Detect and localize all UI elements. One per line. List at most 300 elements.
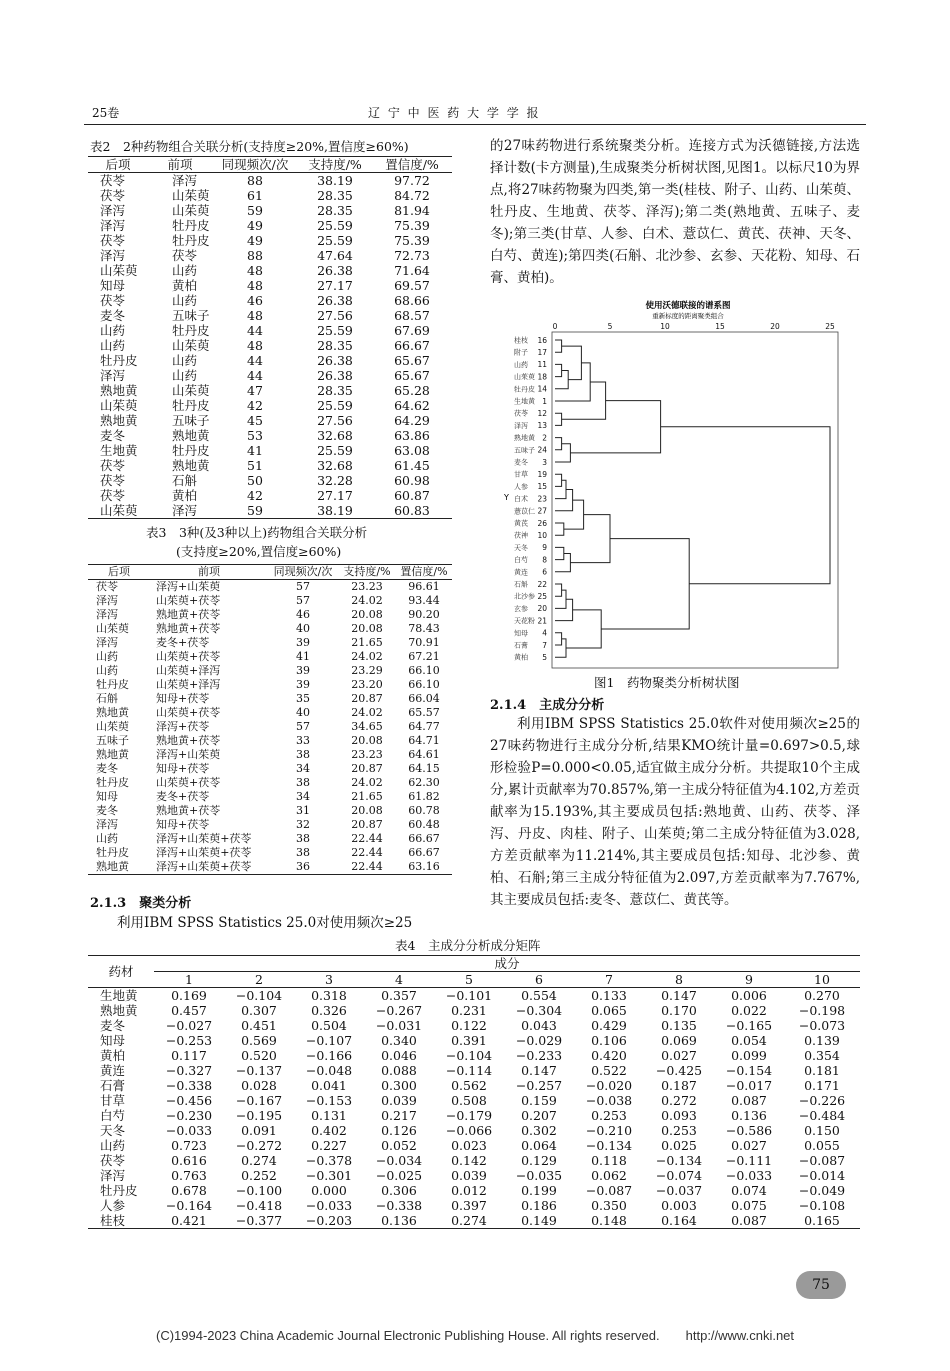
table-cell: 22.44: [351, 832, 383, 845]
table-cell: 75.39: [394, 233, 430, 248]
table2: [88, 156, 452, 519]
volume-label: 25卷: [92, 106, 120, 120]
table-cell: −0.101: [445, 988, 493, 1003]
table-cell: 0.227: [311, 1138, 347, 1153]
table-cell: 40: [296, 622, 310, 635]
table-cell: 黄柏: [100, 1048, 126, 1063]
table-cell: 20.87: [351, 692, 383, 705]
table-cell: 36: [296, 860, 310, 873]
table-cell: 0.217: [381, 1108, 417, 1123]
table-cell: 25.59: [317, 398, 353, 413]
table-cell: 泽泻: [96, 636, 118, 649]
dendrogram-link: [570, 515, 610, 563]
dendrogram-link: [570, 401, 660, 453]
table4-component-header: 5: [434, 972, 504, 988]
table-cell: 0.150: [804, 1123, 840, 1138]
table-row: [88, 1123, 860, 1138]
table-cell: −0.031: [375, 1018, 423, 1033]
table-cell: −0.033: [165, 1123, 213, 1138]
table-cell: 0.023: [451, 1138, 487, 1153]
table-cell: 生地黄: [100, 443, 138, 458]
table-cell: 泽泻: [172, 503, 198, 518]
table-cell: −0.210: [585, 1123, 633, 1138]
leaf-name: 甘草: [514, 470, 528, 479]
table-cell: 0.003: [661, 1198, 697, 1213]
table3: [88, 564, 452, 875]
table-cell: 五味子: [96, 734, 129, 747]
axis-tick-label: 25: [825, 322, 835, 331]
table-row: [88, 488, 452, 503]
leaf-id: 14: [537, 384, 547, 394]
table-cell: −0.037: [655, 1183, 703, 1198]
table-row: [88, 278, 452, 293]
table-cell: 64.77: [408, 720, 440, 733]
table-cell: −0.134: [585, 1138, 633, 1153]
table-cell: −0.167: [235, 1093, 283, 1108]
table-cell: 山药: [96, 664, 118, 677]
dendrogram-link: [555, 590, 566, 608]
table-cell: 66.10: [408, 678, 440, 691]
leaf-name: 熟地黄: [514, 434, 535, 443]
table-cell: 0.139: [804, 1033, 840, 1048]
table-cell: 茯苓: [100, 488, 126, 503]
table-cell: 0.027: [661, 1048, 697, 1063]
table-cell: 60.78: [408, 804, 440, 817]
table-cell: 88: [247, 173, 263, 188]
table-cell: 黄柏: [172, 488, 198, 503]
table-cell: 麦冬: [100, 1018, 126, 1033]
table-cell: 山茱萸: [172, 203, 210, 218]
table-cell: 0.022: [731, 1003, 767, 1018]
leaf-name: 生地黄: [514, 397, 535, 406]
table-row: [88, 860, 452, 875]
leaf-id: 12: [537, 409, 547, 418]
table-cell: 59: [247, 203, 263, 218]
table-cell: 茯苓: [100, 293, 126, 308]
table-cell: 60.87: [394, 488, 430, 503]
table-cell: 0.091: [241, 1123, 277, 1138]
table-cell: 28.35: [317, 188, 353, 203]
table-row: [88, 580, 452, 595]
table-cell: 0.274: [241, 1153, 277, 1168]
table-row: [88, 248, 452, 263]
table-cell: 黄连: [100, 1063, 126, 1078]
table-cell: 泽泻+山茱萸+茯苓: [156, 846, 252, 859]
table-cell: −0.153: [305, 1093, 353, 1108]
table-cell: 78.43: [408, 622, 440, 635]
table-row: [88, 1108, 860, 1123]
leaf-name: 五味子: [514, 446, 535, 455]
table-cell: 25.59: [317, 443, 353, 458]
table-cell: 45: [247, 413, 263, 428]
table-cell: 57: [296, 594, 310, 607]
leaf-id: 4: [542, 628, 547, 638]
table2-column-header: 同现频次/次: [212, 157, 298, 173]
table-cell: 64.61: [408, 748, 440, 761]
table-row: [88, 622, 452, 636]
table-cell: 0.562: [451, 1078, 487, 1093]
table-cell: 0.039: [381, 1093, 417, 1108]
table-cell: −0.267: [375, 1003, 423, 1018]
table-cell: 65.57: [408, 706, 440, 719]
y-axis-label: Y: [504, 493, 509, 502]
table-row: [88, 594, 452, 608]
table-cell: 65.67: [394, 368, 430, 383]
table-cell: −0.253: [165, 1033, 213, 1048]
table-cell: 0.099: [731, 1048, 767, 1063]
table-cell: 牡丹皮: [96, 776, 129, 789]
table-cell: 麦冬: [96, 804, 118, 817]
table-cell: −0.154: [725, 1063, 773, 1078]
leaf-name: 玄参: [514, 604, 528, 613]
table-cell: 0.149: [521, 1213, 557, 1228]
axis-tick-label: 15: [715, 322, 725, 331]
table-cell: 50: [247, 473, 263, 488]
table-cell: 22.44: [351, 860, 383, 873]
table-cell: 0.136: [381, 1213, 417, 1228]
table-cell: 0.252: [241, 1168, 277, 1183]
table-cell: 64.29: [394, 413, 430, 428]
table-cell: 山药: [100, 338, 126, 353]
table-cell: 34.65: [351, 720, 383, 733]
dendrogram-link: [555, 584, 562, 596]
table-cell: 0.006: [731, 988, 767, 1003]
table-cell: 牡丹皮: [100, 1183, 138, 1198]
leaf-id: 21: [537, 616, 547, 626]
table-cell: 石膏: [100, 1078, 126, 1093]
table-row: [88, 1213, 860, 1229]
table-cell: −0.456: [165, 1093, 213, 1108]
table-cell: 0.508: [451, 1093, 487, 1108]
header-rule: [84, 124, 866, 125]
leaf-name: 白术: [514, 495, 528, 504]
table-cell: 知母: [100, 1033, 126, 1048]
table-cell: 0.088: [381, 1063, 417, 1078]
table-cell: 23.23: [351, 748, 383, 761]
table4-group-header: 成分: [154, 956, 860, 972]
table-cell: 0.147: [661, 988, 697, 1003]
table-cell: 38: [296, 832, 310, 845]
table-row: [88, 398, 452, 413]
leaf-id: 18: [537, 372, 547, 382]
table-cell: 0.148: [591, 1213, 627, 1228]
table-cell: 0.522: [591, 1063, 627, 1078]
table-cell: 24.02: [351, 650, 383, 663]
table-row: [88, 503, 452, 519]
table-cell: 65.28: [394, 383, 430, 398]
table-cell: 32: [296, 818, 310, 831]
table-cell: −0.111: [725, 1153, 773, 1168]
leaf-id: 16: [537, 335, 547, 345]
table-cell: 20.87: [351, 818, 383, 831]
table-cell: 0.147: [521, 1063, 557, 1078]
table4-component-header: 4: [364, 972, 434, 988]
table-row: [88, 1003, 860, 1018]
table-cell: 泽泻: [100, 203, 126, 218]
table-row: [88, 748, 452, 762]
table-cell: 山茱萸+泽泻: [156, 664, 221, 677]
table-cell: 0.126: [381, 1123, 417, 1138]
table-cell: 0.457: [171, 1003, 207, 1018]
table-cell: −0.179: [445, 1108, 493, 1123]
table-cell: 64.15: [408, 762, 440, 775]
table-cell: 0.142: [451, 1153, 487, 1168]
leaf-name: 薏苡仁: [514, 507, 535, 516]
dendrogram-link: [555, 639, 566, 657]
table4-component-header: 9: [714, 972, 784, 988]
table-cell: 0.039: [451, 1168, 487, 1183]
table-row: [88, 762, 452, 776]
table-cell: 牡丹皮: [172, 443, 210, 458]
leaf-name: 附子: [514, 348, 528, 357]
table-row: [88, 706, 452, 720]
table-cell: −0.327: [165, 1063, 213, 1078]
table4-row-header: 药材: [88, 956, 154, 988]
table-cell: −0.114: [445, 1063, 493, 1078]
table-cell: 茯苓: [172, 248, 198, 263]
table-cell: 泽泻+山茱萸+茯苓: [156, 860, 252, 873]
table-cell: −0.033: [725, 1168, 773, 1183]
leaf-name: 天花粉: [514, 617, 535, 626]
table-cell: 0.136: [731, 1108, 767, 1123]
pca-text: 利用IBM SPSS Statistics 25.0软件对使用频次≥25的27味药物进行主成分分析,结果KMO统计量=0.697>0.5,球形检验P=0.000<0.05,适宜做主成分分析。共提取10个主成分,累计贡献率为70.857%,第一主成分特征值为4.102,方差贡献率为15.193%,其主要成员包括:熟地黄、山药、茯苓、泽泻、丹皮、肉桂、附子、山茱萸;第二主成分特征值为3.028,方差贡献率为11.214%,其主要成员包括:知母、北沙参、黄柏、石斛;第三主成分特征值为2.097,方差贡献率为7.767%,其主要成员包括:麦冬、薏苡仁、黄芪等。: [490, 716, 860, 908]
table-cell: 27.17: [317, 278, 353, 293]
table-row: [88, 650, 452, 664]
leaf-id: 7: [542, 640, 547, 650]
table-cell: 0.678: [171, 1183, 207, 1198]
table-cell: 熟地黄: [100, 1003, 138, 1018]
table-cell: −0.377: [235, 1213, 283, 1228]
table-cell: −0.134: [655, 1153, 703, 1168]
table-cell: 山茱萸+茯苓: [156, 776, 221, 789]
table-cell: −0.087: [798, 1153, 846, 1168]
table-cell: 泽泻: [96, 594, 118, 607]
table-cell: 0.117: [171, 1048, 207, 1063]
cluster-analysis-text: 的27味药物进行系统聚类分析。连接方式为沃德链接,方法选择计数(卡方测量),生成聚类分析树状图,见图1。以标尺10为界点,将27味药物聚为四类,第一类(桂枝、附子、山药、山茱萸、牡丹皮、生地黄、茯苓、泽泻);第二类(熟地黄、五味子、麦冬);第三类(甘草、人参、白术、薏苡仁、黄芪、茯神、天冬、白芍、黄连);第四类(石斛、北沙参、玄参、天花粉、知母、石膏、黄柏)。: [490, 138, 860, 286]
table-cell: 84.72: [394, 188, 430, 203]
table-cell: 熟地黄: [172, 428, 210, 443]
leaf-id: 3: [542, 457, 547, 467]
dendrogram-link: [555, 364, 562, 376]
table-cell: 71.64: [394, 263, 430, 278]
leaf-name: 人参: [514, 482, 528, 491]
table-cell: 24.02: [351, 594, 383, 607]
table-cell: 66.04: [408, 692, 440, 705]
table-cell: 牡丹皮: [172, 398, 210, 413]
table-row: [88, 804, 452, 818]
table-cell: 35: [296, 692, 310, 705]
table-cell: −0.484: [798, 1108, 846, 1123]
leaf-name: 知母: [514, 629, 528, 638]
table-cell: 0.133: [591, 988, 627, 1003]
table-cell: −0.104: [445, 1048, 493, 1063]
table-cell: 90.20: [408, 608, 440, 621]
leaf-name: 白芍: [514, 556, 528, 565]
table-cell: 山茱萸: [172, 188, 210, 203]
dendrogram-link: [555, 474, 562, 486]
table-cell: −0.074: [655, 1168, 703, 1183]
table-cell: 27.56: [317, 308, 353, 323]
table-cell: 泽泻+山茱萸: [156, 580, 221, 593]
dendrogram-link: [555, 480, 566, 498]
table-cell: 44: [247, 323, 263, 338]
table-cell: −0.034: [375, 1153, 423, 1168]
table-row: [88, 383, 452, 398]
table-row: [88, 218, 452, 233]
table-cell: 0.169: [171, 988, 207, 1003]
table-row: [88, 790, 452, 804]
table-cell: 0.041: [311, 1078, 347, 1093]
table-row: [88, 428, 452, 443]
table-cell: 0.429: [591, 1018, 627, 1033]
copyright-footer: (C)1994-2023 China Academic Journal Electronic Publishing House. All rights reserved. http://www.cnki.net: [155, 1328, 795, 1343]
table-cell: 0.065: [591, 1003, 627, 1018]
table-cell: 59: [247, 503, 263, 518]
table-cell: 熟地黄+茯苓: [156, 622, 221, 635]
table-cell: −0.017: [725, 1078, 773, 1093]
table-cell: 0.027: [731, 1138, 767, 1153]
leaf-id: 20: [537, 604, 547, 614]
table-cell: 0.270: [804, 988, 840, 1003]
table-cell: −0.029: [515, 1033, 563, 1048]
table-cell: 0.420: [591, 1048, 627, 1063]
table-cell: 66.67: [408, 832, 440, 845]
table-row: [88, 233, 452, 248]
table-cell: 麦冬: [100, 428, 126, 443]
table-row: [88, 1183, 860, 1198]
leaf-id: 15: [537, 482, 547, 492]
journal-title: 辽 宁 中 医 药 大 学 学 报: [368, 106, 541, 120]
table-cell: 38: [296, 776, 310, 789]
table-cell: 26.38: [317, 368, 353, 383]
table-cell: −0.165: [725, 1018, 773, 1033]
table-cell: 57: [296, 720, 310, 733]
table-cell: 67.69: [394, 323, 430, 338]
table-cell: 61.82: [408, 790, 440, 803]
table-cell: 山药: [96, 832, 118, 845]
table-cell: 山茱萸: [100, 503, 138, 518]
table-cell: 0.272: [661, 1093, 697, 1108]
table-cell: 24.02: [351, 706, 383, 719]
table-cell: 0.187: [661, 1078, 697, 1093]
leaf-name: 麦冬: [514, 458, 528, 467]
table-cell: 0.055: [804, 1138, 840, 1153]
table-cell: 0.186: [521, 1198, 557, 1213]
table-cell: −0.038: [585, 1093, 633, 1108]
table-cell: 63.86: [394, 428, 430, 443]
table-cell: 68.57: [394, 308, 430, 323]
table-cell: 28.35: [317, 203, 353, 218]
table-cell: 山茱萸: [100, 398, 138, 413]
table-cell: 知母+茯苓: [156, 818, 210, 831]
table-cell: 熟地黄: [96, 748, 129, 761]
table-cell: 五味子: [172, 413, 210, 428]
table-cell: 21.65: [351, 790, 383, 803]
table-cell: 0.421: [171, 1213, 207, 1228]
table-cell: 25.59: [317, 218, 353, 233]
table-cell: 0.569: [241, 1033, 277, 1048]
table-cell: 麦冬+茯苓: [156, 636, 210, 649]
table-cell: 0.159: [521, 1093, 557, 1108]
table-cell: 34: [296, 762, 310, 775]
table-cell: 0.165: [804, 1213, 840, 1228]
table-cell: 26.38: [317, 353, 353, 368]
table4-component-header: 2: [224, 972, 294, 988]
table-cell: 44: [247, 353, 263, 368]
table-cell: 牡丹皮: [172, 323, 210, 338]
table-cell: 知母+茯苓: [156, 762, 210, 775]
table-cell: 67.21: [408, 650, 440, 663]
table-cell: 0.199: [521, 1183, 557, 1198]
table-cell: 63.08: [394, 443, 430, 458]
table-cell: 0.052: [381, 1138, 417, 1153]
dendrogram-link: [601, 539, 689, 629]
table-cell: 46: [296, 608, 310, 621]
table-cell: 0.106: [591, 1033, 627, 1048]
page-number: 75: [796, 1271, 846, 1299]
table-cell: 牡丹皮: [172, 218, 210, 233]
table4-component-header: 1: [154, 972, 224, 988]
table-cell: 0.118: [591, 1153, 627, 1168]
table-cell: 0.318: [311, 988, 347, 1003]
table-cell: 泽泻: [100, 218, 126, 233]
leaf-id: 2: [542, 433, 547, 443]
table-cell: 25.59: [317, 323, 353, 338]
leaf-name: 黄柏: [514, 653, 528, 662]
table-cell: 泽泻: [96, 818, 118, 831]
table-cell: 31: [296, 804, 310, 817]
table-row: [88, 1168, 860, 1183]
table-cell: 熟地黄: [96, 706, 129, 719]
table-cell: 知母: [96, 790, 118, 803]
table-cell: 麦冬+茯苓: [156, 790, 210, 803]
table-cell: 0.062: [591, 1168, 627, 1183]
table-cell: 山茱萸: [172, 338, 210, 353]
table-cell: 27.17: [317, 488, 353, 503]
table-cell: 68.66: [394, 293, 430, 308]
table-cell: 46: [247, 293, 263, 308]
dendrogram-link: [555, 444, 570, 462]
table-cell: 0.054: [731, 1033, 767, 1048]
dendrogram-subtitle: 重新标度的距离聚类组合: [652, 312, 724, 320]
table-cell: 0.231: [451, 1003, 487, 1018]
table-cell: 38: [296, 846, 310, 859]
table-cell: −0.233: [515, 1048, 563, 1063]
table-cell: 20.08: [351, 622, 383, 635]
table-cell: 23.20: [351, 678, 383, 691]
table-cell: 泽泻: [100, 248, 126, 263]
table-cell: 28.35: [317, 383, 353, 398]
table-cell: 32.28: [317, 473, 353, 488]
table-cell: 60.98: [394, 473, 430, 488]
leaf-id: 23: [537, 494, 547, 504]
dendrogram-link: [564, 500, 584, 529]
table-cell: 牡丹皮: [100, 353, 138, 368]
table-cell: 牡丹皮: [172, 233, 210, 248]
leaf-name: 北沙参: [514, 592, 535, 601]
table-row: [88, 1198, 860, 1213]
table3-column-header: 前项: [150, 565, 268, 580]
section-2-1-4-heading: 2.1.4 主成分分析: [490, 698, 605, 713]
table-row: [88, 1048, 860, 1063]
table-cell: 88: [247, 248, 263, 263]
table-cell: 42: [247, 488, 263, 503]
leaf-name: 牡丹皮: [514, 385, 535, 394]
table-cell: 26.38: [317, 263, 353, 278]
table2-column-header: 前项: [148, 157, 212, 173]
table-cell: −0.226: [798, 1093, 846, 1108]
table-cell: 0.075: [731, 1198, 767, 1213]
